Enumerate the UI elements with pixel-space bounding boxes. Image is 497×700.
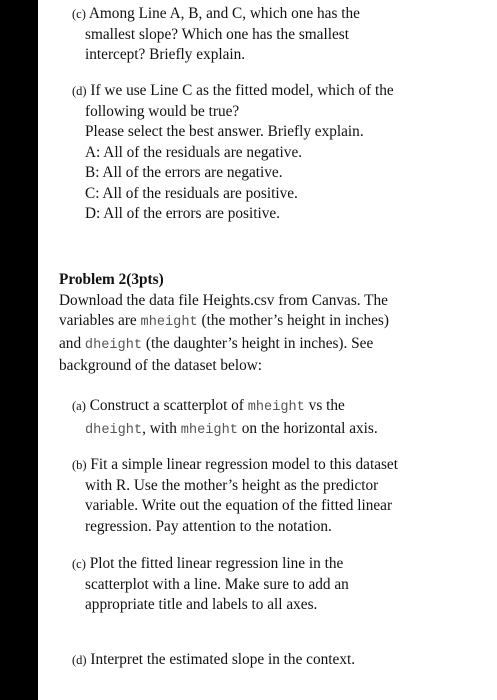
- code-dheight: dheight: [85, 422, 143, 438]
- problem-2-question-c-label: (c): [72, 557, 86, 571]
- option-b: B: All of the errors are negative.: [85, 164, 283, 181]
- problem-2-line-1: Download the data file Heights.csv from Canvas. The: [59, 291, 388, 309]
- option-a: A: All of the residuals are negative.: [85, 143, 303, 161]
- document-page: [38, 0, 497, 700]
- question-d-line-3: Please select the best answer. Briefly explain.: [85, 123, 364, 140]
- option-c: C: All of the residuals are positive.: [85, 184, 298, 202]
- code-mheight: mheight: [247, 400, 305, 415]
- problem-2-question-b-line-4: regression. Pay attention to the notation.: [85, 517, 332, 535]
- code-mheight: mheight: [180, 422, 238, 438]
- problem-2-question-a-line-2: dheight, with mheight on the horizontal axis.: [85, 419, 378, 438]
- problem-2-question-b-line-2: with R. Use the mother’s height as the predictor: [85, 476, 379, 494]
- problem-2-line-4: background of the dataset below:: [59, 357, 263, 374]
- question-c-label: (c): [72, 7, 86, 21]
- problem-2-question-b-line-3: variable. Write out the equation of the fitted linear: [85, 497, 393, 514]
- question-d: [72, 81, 394, 225]
- problem-2-question-b: (b) Fit a simple linear regression model to this dataset with R. Use the mother’s height as the predictor variable. Write out the equation of the fitted linear regression. Pay attention to the notation.: [72, 455, 398, 537]
- problem-2-question-c: (c) Plot the fitted linear regression line in the scatterplot with a line. Make sure to add an appropriate title and labels to all axes.: [72, 554, 349, 616]
- problem-2-question-c-line-3: appropriate title and labels to all axes.: [85, 596, 318, 613]
- problem-2-title: Problem 2(3pts): [59, 271, 164, 288]
- problem-2-question-d: (d) Interpret the estimated slope in the context.: [72, 651, 356, 668]
- question-c-line-1: Among Line A, B, and C, which one has the: [85, 5, 360, 22]
- question-c: [72, 4, 360, 66]
- question-c-line-3: intercept? Briefly explain.: [85, 46, 246, 63]
- problem-2: [59, 270, 389, 377]
- problem-2-question-c-line-2: scatterplot with a line. Make sure to add an: [85, 575, 349, 593]
- question-d-label: (d): [72, 84, 87, 98]
- question-d-line-2: following would be true?: [85, 102, 240, 120]
- problem-2-question-a: (a) Construct a scatterplot of mheight vs the dheight, with mheight on the horizontal axis.: [72, 396, 378, 441]
- problem-2-question-a-label: (a): [72, 399, 86, 413]
- problem-2-question-b-label: (b): [72, 458, 87, 472]
- code-mheight: mheight: [140, 315, 198, 330]
- question-c-line-2: smallest slope? Which one has the smallest: [85, 25, 349, 43]
- question-d-line-1: If we use Line C as the fitted model, which of the: [86, 82, 394, 99]
- problem-2-question-d-label: (d): [72, 653, 87, 667]
- option-d: D: All of the errors are positive.: [85, 205, 280, 222]
- problem-2-line-2: variables are mheight (the mother’s height in inches): [59, 312, 389, 330]
- code-dheight: dheight: [84, 337, 143, 353]
- problem-2-line-3: and dheight (the daughter’s height in inches). See: [59, 334, 374, 353]
